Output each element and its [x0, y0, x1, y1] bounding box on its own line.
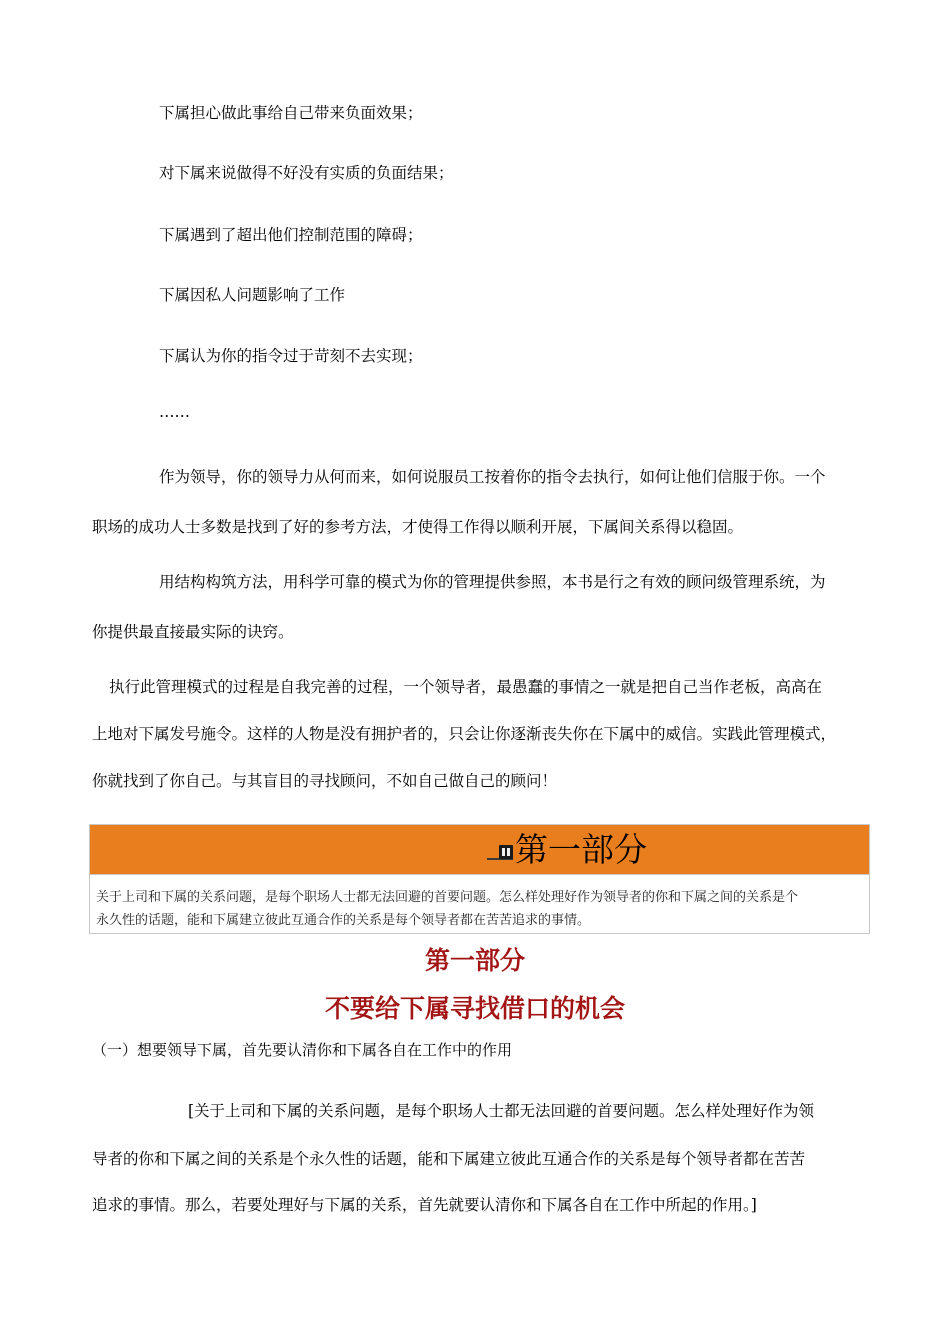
summary-box-title: 第一部分: [515, 830, 647, 869]
list-line-ellipsis: ……: [159, 403, 190, 421]
chapter-title: 不要给下属寻找借口的机会: [324, 994, 625, 1023]
paragraph-line: 你提供最直接最实际的诀窍。: [92, 623, 294, 641]
paragraph-line: 执行此管理模式的过程是自我完善的过程，一个领导者，最愚蠢的事情之一就是把自己当作老板，高高在: [109, 678, 823, 696]
paragraph-line: 用结构构筑方法，用科学可靠的模式为你的管理提供参照，本书是行之有效的顾问级管理系统，为: [159, 573, 826, 591]
paragraph-line: 作为领导，你的领导力从何而来，如何说服员工按着你的指令去执行，如何让他们信服于你。一个: [159, 468, 826, 486]
summary-line: 关于上司和下属的关系问题，是每个职场人士都无法回避的首要问题。怎么样处理好作为领导者的你和下属之间的关系是个: [96, 890, 799, 905]
summary-box-header: [90, 825, 869, 875]
paragraph-method: [92, 572, 867, 642]
list-line: 下属遇到了超出他们控制范围的障碍；: [159, 226, 423, 244]
quote-line: [关于上司和下属的关系问题，是每个职场人士都无法回避的首要问题。怎么样处理好作为领: [188, 1102, 815, 1120]
paragraph-self-improvement: [92, 677, 867, 791]
part-title: 第一部分: [424, 946, 525, 975]
list-line: 下属因私人问题影响了工作: [159, 286, 346, 304]
book-icon: [499, 845, 513, 859]
quote-line: 导者的你和下属之间的关系是个永久性的话题，能和下属建立彼此互通合作的关系是每个领导者都在苦苦: [92, 1150, 806, 1168]
paragraph-line: 上地对下属发号施令。这样的人物是没有拥护者的，只会让你逐渐丧失你在下属中的威信。实践此管理模式，: [92, 725, 837, 743]
section-heading: （一）想要领导下属，首先要认清你和下属各自在工作中的作用: [92, 1041, 513, 1059]
list-line: 对下属来说做得不好没有实质的负面结果；: [159, 164, 454, 182]
paragraph-line: 你就找到了你自己。与其盲目的寻找顾问，不如自己做自己的顾问！: [92, 772, 558, 790]
quote-paragraph: [92, 1101, 867, 1215]
paragraph-leadership: [92, 467, 867, 537]
summary-box: [89, 824, 870, 934]
quote-line: 追求的事情。那么，若要处理好与下属的关系，首先就要认清你和下属各自在工作中所起的作用。]: [92, 1196, 757, 1214]
summary-line: 永久性的话题，能和下属建立彼此互通合作的关系是每个领导者都在苦苦追求的事情。: [96, 913, 591, 928]
list-line: 下属认为你的指令过于苛刻不去实现；: [159, 347, 423, 365]
list-line: 下属担心做此事给自己带来负面效果；: [159, 104, 423, 122]
summary-box-body: [96, 886, 866, 932]
paragraph-line: 职场的成功人士多数是找到了好的参考方法，才使得工作得以顺利开展，下属间关系得以稳固。: [92, 518, 744, 536]
